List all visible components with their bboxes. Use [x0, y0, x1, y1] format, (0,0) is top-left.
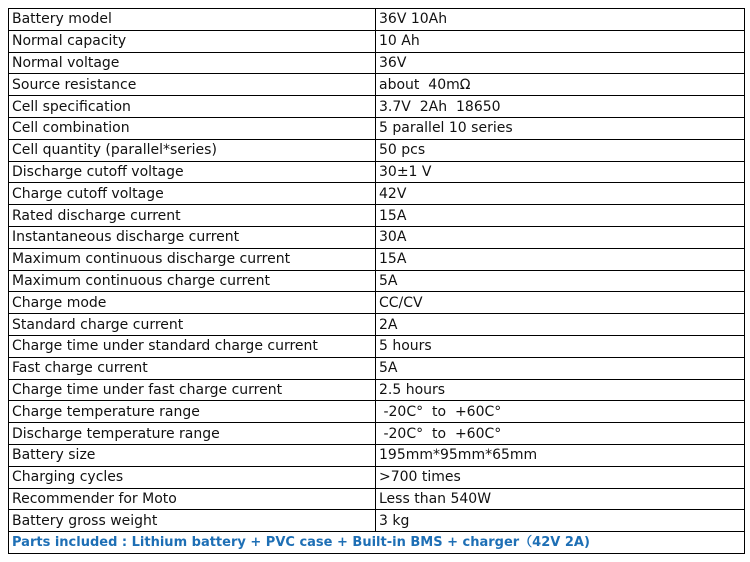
spec-label: Charge time under standard charge current [9, 335, 376, 357]
spec-value: 36V 10Ah [376, 9, 745, 31]
spec-label: Battery size [9, 444, 376, 466]
spec-row [9, 401, 745, 423]
spec-label: Battery model [9, 9, 376, 31]
spec-row [9, 226, 745, 248]
spec-value: 15A [376, 205, 745, 227]
spec-label: Charging cycles [9, 466, 376, 488]
spec-row [9, 314, 745, 336]
spec-value: 5A [376, 357, 745, 379]
spec-value: 30±1 V [376, 161, 745, 183]
spec-value: 195mm*95mm*65mm [376, 444, 745, 466]
spec-value: 10 Ah [376, 30, 745, 52]
spec-value: Less than 540W [376, 488, 745, 510]
spec-value: 36V [376, 52, 745, 74]
spec-row [9, 139, 745, 161]
spec-value: >700 times [376, 466, 745, 488]
spec-label: Charge cutoff voltage [9, 183, 376, 205]
spec-label: Maximum continuous discharge current [9, 248, 376, 270]
spec-label: Cell combination [9, 117, 376, 139]
spec-label: Instantaneous discharge current [9, 226, 376, 248]
parts-included-row [9, 532, 745, 554]
spec-label: Maximum continuous charge current [9, 270, 376, 292]
spec-value: 2.5 hours [376, 379, 745, 401]
spec-value: about 40mΩ [376, 74, 745, 96]
spec-row [9, 292, 745, 314]
spec-row [9, 183, 745, 205]
spec-row [9, 335, 745, 357]
spec-row [9, 96, 745, 118]
spec-row [9, 9, 745, 31]
spec-label: Rated discharge current [9, 205, 376, 227]
spec-label: Discharge temperature range [9, 423, 376, 445]
spec-row [9, 444, 745, 466]
spec-row [9, 52, 745, 74]
parts-included-text: Parts included : Lithium battery + PVC case + Built-in BMS + charger（42V 2A) [9, 532, 745, 554]
spec-value: 42V [376, 183, 745, 205]
spec-row [9, 117, 745, 139]
spec-label: Discharge cutoff voltage [9, 161, 376, 183]
spec-value: 2A [376, 314, 745, 336]
spec-value: 15A [376, 248, 745, 270]
spec-value: 5 parallel 10 series [376, 117, 745, 139]
spec-row [9, 248, 745, 270]
spec-value: 5 hours [376, 335, 745, 357]
spec-label: Cell quantity (parallel*series) [9, 139, 376, 161]
spec-value: CC/CV [376, 292, 745, 314]
spec-value: -20C° to +60C° [376, 423, 745, 445]
spec-row [9, 510, 745, 532]
spec-label: Source resistance [9, 74, 376, 96]
spec-value: 3 kg [376, 510, 745, 532]
spec-value: 30A [376, 226, 745, 248]
spec-value: -20C° to +60C° [376, 401, 745, 423]
spec-row [9, 205, 745, 227]
spec-label: Normal voltage [9, 52, 376, 74]
spec-label: Charge temperature range [9, 401, 376, 423]
spec-row [9, 161, 745, 183]
spec-row [9, 423, 745, 445]
spec-table-body [9, 9, 745, 532]
spec-label: Normal capacity [9, 30, 376, 52]
spec-row [9, 357, 745, 379]
spec-label: Standard charge current [9, 314, 376, 336]
spec-value: 5A [376, 270, 745, 292]
spec-row [9, 270, 745, 292]
spec-row [9, 30, 745, 52]
spec-row [9, 74, 745, 96]
spec-label: Charge time under fast charge current [9, 379, 376, 401]
spec-table [8, 8, 745, 554]
spec-value: 50 pcs [376, 139, 745, 161]
spec-value: 3.7V 2Ah 18650 [376, 96, 745, 118]
spec-label: Recommender for Moto [9, 488, 376, 510]
spec-row [9, 488, 745, 510]
spec-label: Battery gross weight [9, 510, 376, 532]
spec-row [9, 379, 745, 401]
spec-row [9, 466, 745, 488]
spec-label: Cell specification [9, 96, 376, 118]
spec-label: Charge mode [9, 292, 376, 314]
spec-label: Fast charge current [9, 357, 376, 379]
